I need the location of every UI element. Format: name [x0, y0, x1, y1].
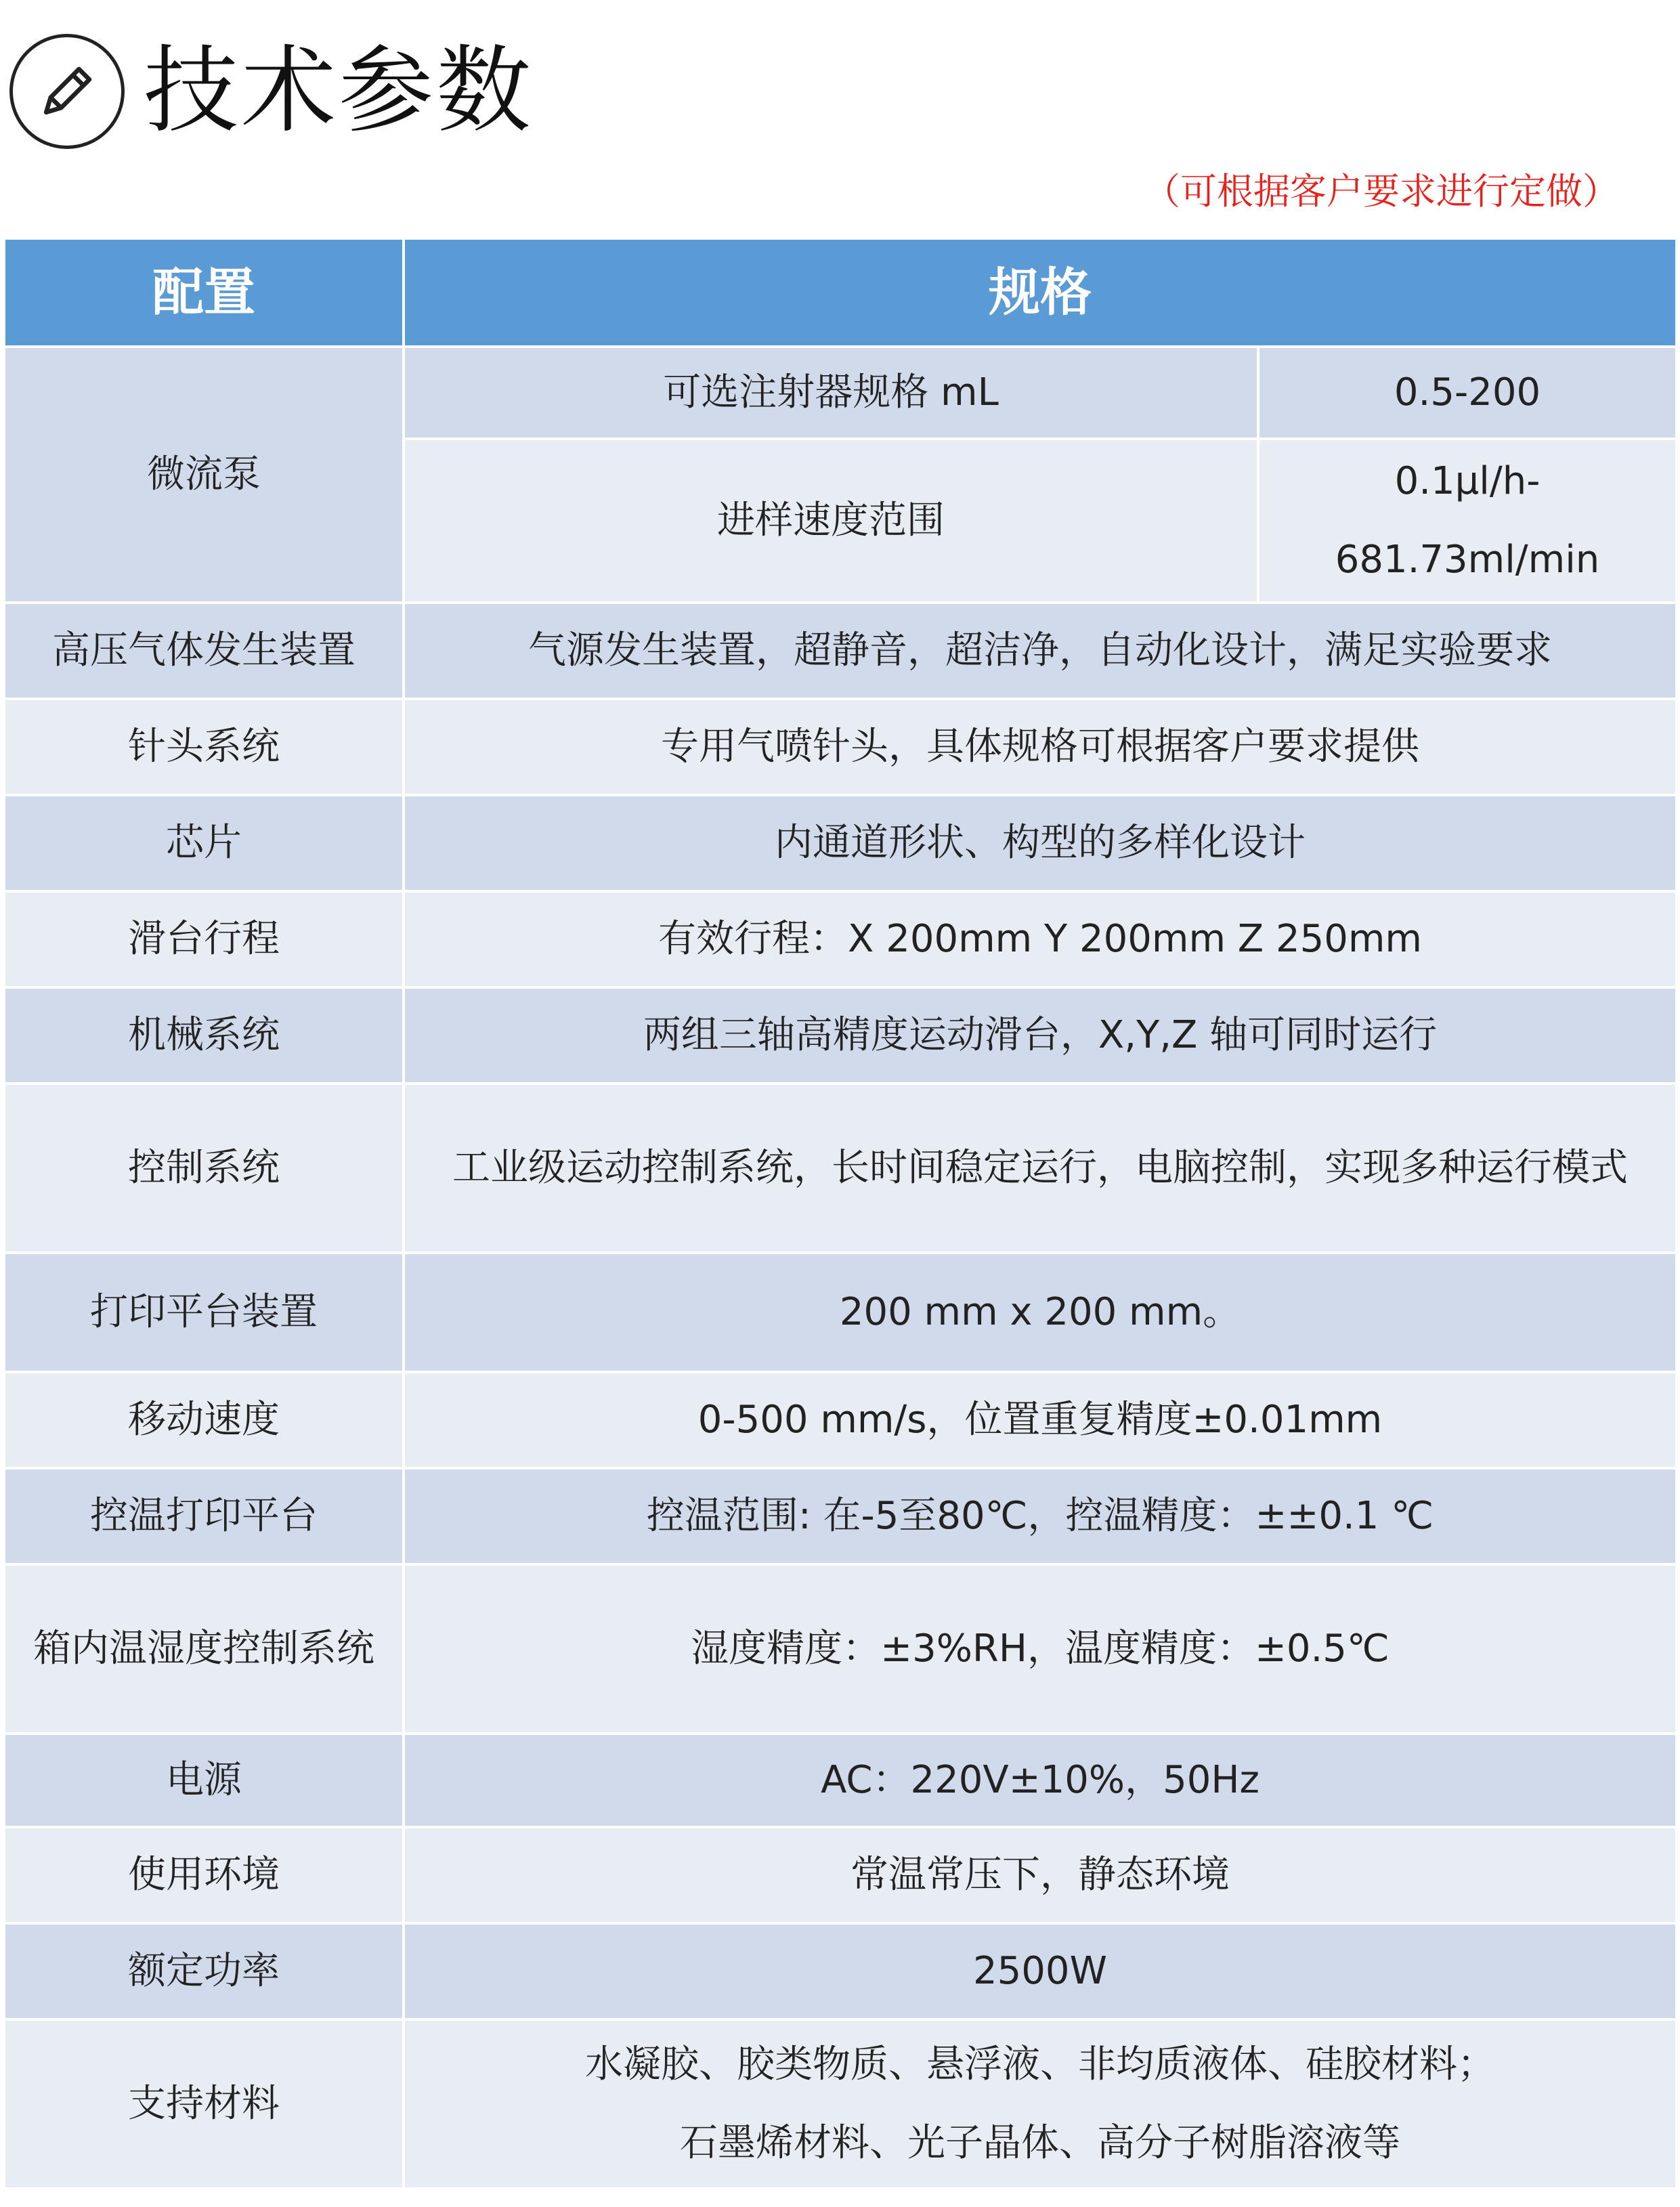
table-row — [4, 1084, 1677, 1253]
row-label: 机械系统 — [4, 987, 404, 1084]
row-label: 打印平台装置 — [4, 1253, 404, 1372]
row-value: 控温范围: 在-5至80℃，控温精度：±±0.1 ℃ — [404, 1468, 1677, 1564]
table-row — [4, 795, 1677, 891]
row-value: 常温常压下，静态环境 — [404, 1827, 1677, 1923]
row-value: 内通道形状、构型的多样化设计 — [404, 795, 1677, 891]
table-row — [4, 987, 1677, 1084]
row-label: 控温打印平台 — [4, 1468, 404, 1564]
row-value: 气源发生装置，超静音，超洁净，自动化设计，满足实验要求 — [404, 603, 1677, 699]
sub-value-line: 0.1μl/h- — [1394, 459, 1541, 503]
row-value — [404, 2019, 1677, 2189]
row-value-line: 石墨烯材料、光子晶体、高分子树脂溶液等 — [680, 2121, 1400, 2165]
row-value: 专用气喷针头，具体规格可根据客户要求提供 — [404, 699, 1677, 795]
row-value: 2500W — [404, 1923, 1677, 2019]
table-header-row — [4, 238, 1677, 347]
table-row — [4, 1564, 1677, 1734]
header-spec: 规格 — [404, 238, 1677, 347]
row-label: 电源 — [4, 1734, 404, 1827]
customization-note: （可根据客户要求进行定做） — [1144, 170, 1619, 213]
sub-value: 0.5-200 — [1258, 347, 1677, 439]
table-row — [4, 891, 1677, 987]
header-config: 配置 — [4, 238, 404, 347]
table-row — [4, 1923, 1677, 2019]
row-label: 箱内温湿度控制系统 — [4, 1564, 404, 1734]
sub-label: 进样速度范围 — [404, 439, 1258, 603]
row-value: 两组三轴高精度运动滑台，X,Y,Z 轴可同时运行 — [404, 987, 1677, 1084]
row-value: AC：220V±10%，50Hz — [404, 1734, 1677, 1827]
sub-value-line: 681.73ml/min — [1335, 538, 1600, 582]
table-row — [4, 1372, 1677, 1468]
row-value: 0-500 mm/s，位置重复精度±0.01mm — [404, 1372, 1677, 1468]
row-value: 湿度精度：±3%RH，温度精度：±0.5℃ — [404, 1564, 1677, 1734]
spec-table — [3, 237, 1678, 2190]
table-row — [4, 2019, 1677, 2189]
page-title: 技术参数 — [144, 36, 534, 146]
sub-label: 可选注射器规格 mL — [404, 347, 1258, 439]
row-value: 200 mm x 200 mm。 — [404, 1253, 1677, 1372]
table-row — [4, 699, 1677, 795]
row-label: 额定功率 — [4, 1923, 404, 2019]
row-label: 滑台行程 — [4, 891, 404, 987]
table-row — [4, 347, 1677, 439]
sub-value — [1258, 439, 1677, 603]
row-label: 支持材料 — [4, 2019, 404, 2189]
row-label: 移动速度 — [4, 1372, 404, 1468]
row-label: 控制系统 — [4, 1084, 404, 1253]
page-header — [9, 27, 534, 156]
row-label: 针头系统 — [4, 699, 404, 795]
table-row — [4, 1468, 1677, 1564]
row-label: 微流泵 — [4, 347, 404, 603]
pencil-icon — [9, 34, 125, 149]
table-row — [4, 1253, 1677, 1372]
row-value: 工业级运动控制系统，长时间稳定运行，电脑控制，实现多种运行模式 — [404, 1084, 1677, 1253]
row-label: 高压气体发生装置 — [4, 603, 404, 699]
table-row — [4, 603, 1677, 699]
row-value: 有效行程：X 200mm Y 200mm Z 250mm — [404, 891, 1677, 987]
table-row — [4, 1734, 1677, 1827]
row-label: 芯片 — [4, 795, 404, 891]
row-value-line: 水凝胶、胶类物质、悬浮液、非均质液体、硅胶材料； — [585, 2042, 1495, 2086]
table-row — [4, 1827, 1677, 1923]
row-label: 使用环境 — [4, 1827, 404, 1923]
